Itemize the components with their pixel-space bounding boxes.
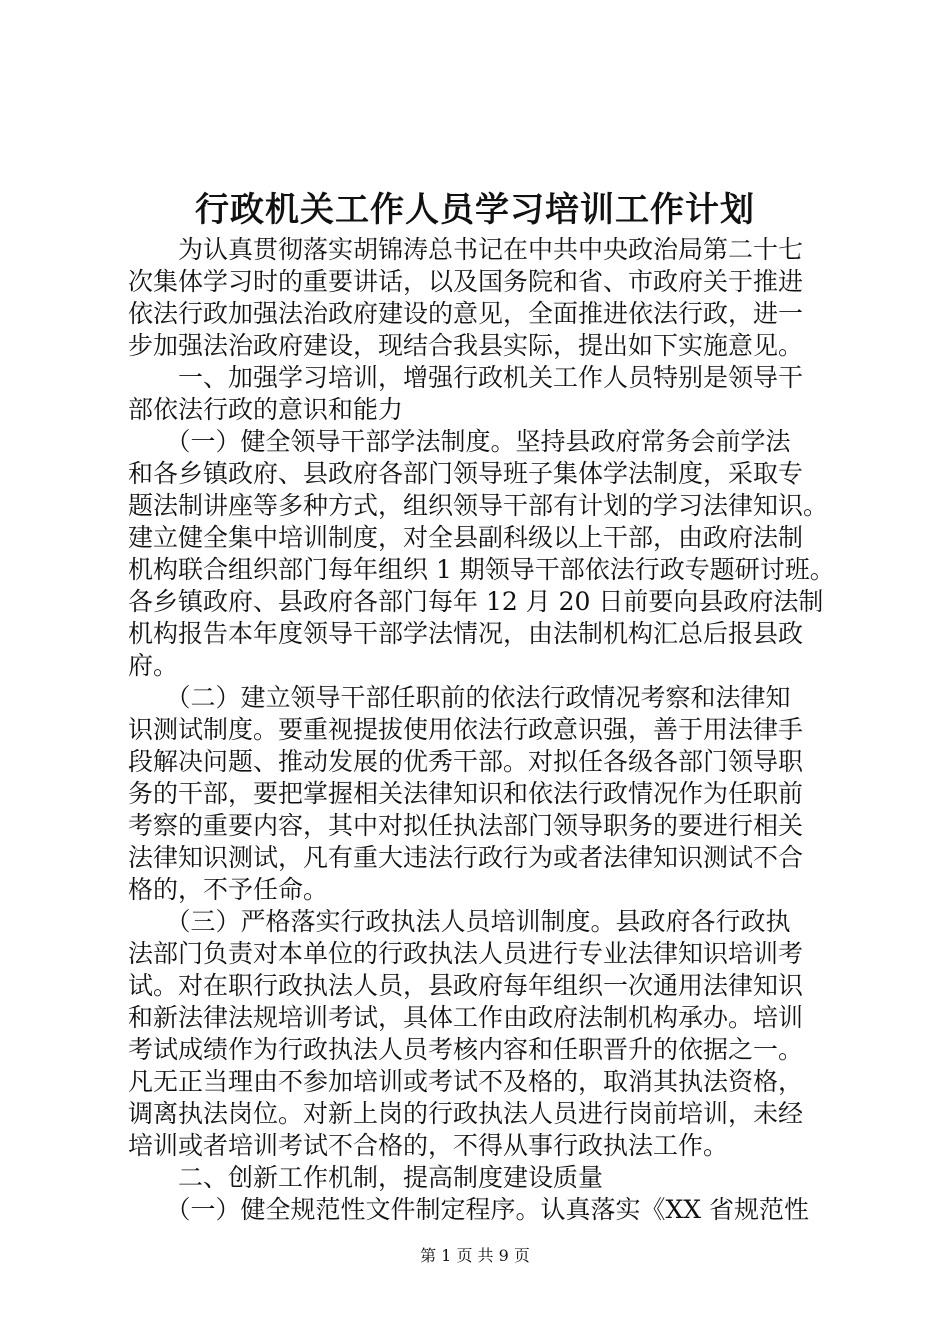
text-line: 法部门负责对本单位的行政执法人员进行专业法律知识培训考 (128, 939, 804, 968)
text-line: 培训或者培训考试不合格的，不得从事行政执法工作。 (128, 1131, 729, 1160)
text-line: 识测试制度。要重视提拔使用依法行政意识强，善于用法律手 (128, 715, 804, 744)
text-line: 为认真贯彻落实胡锦涛总书记在中共中央政治局第二十七 (128, 235, 804, 264)
text-line: （三）严格落实行政执法人员培训制度。县政府各行政执 (128, 907, 791, 936)
text-line: 题法制讲座等多种方式，组织领导干部有计划的学习法律知识。 (128, 491, 829, 520)
text-line: 段解决问题、推动发展的优秀干部。对拟任各级各部门领导职 (128, 747, 804, 776)
text-line: 调离执法岗位。对新上岗的行政执法人员进行岗前培训，未经 (128, 1099, 804, 1128)
text-line: 建立健全集中培训制度，对全县副科级以上干部，由政府法制 (128, 523, 804, 552)
text-line: 各乡镇政府、县政府各部门每年 12 月 20 日前要向县政府法制 (128, 587, 824, 616)
text-line: 试。对在职行政执法人员，县政府每年组织一次通用法律知识 (128, 971, 804, 1000)
page-number: 第 1 页 共 9 页 (420, 1246, 530, 1265)
text-line: （一）健全领导干部学法制度。坚持县政府常务会前学法 (128, 427, 791, 456)
text-line: 部依法行政的意识和能力 (128, 395, 404, 424)
text-line: 和新法律法规培训考试，具体工作由政府法制机构承办。培训 (128, 1003, 804, 1032)
text-line: 一、加强学习培训，增强行政机关工作人员特别是领导干 (128, 363, 804, 392)
text-line: 和各乡镇政府、县政府各部门领导班子集体学法制度，采取专 (128, 459, 804, 488)
text-line: 依法行政加强法治政府建设的意见，全面推进依法行政，进一 (128, 299, 804, 328)
text-line: （二）建立领导干部任职前的依法行政情况考察和法律知 (128, 683, 791, 712)
text-line: 步加强法治政府建设，现结合我县实际，提出如下实施意见。 (128, 331, 804, 360)
text-line: 机构报告本年度领导干部学法情况，由法制机构汇总后报县政 (128, 619, 804, 648)
text-line: 府。 (128, 651, 179, 680)
text-line: 法律知识测试，凡有重大违法行政行为或者法律知识测试不合 (128, 843, 804, 872)
text-line: 考察的重要内容，其中对拟任执法部门领导职务的要进行相关 (128, 811, 804, 840)
text-line: 考试成绩作为行政执法人员考核内容和任职晋升的依据之一。 (128, 1035, 804, 1064)
text-line: （一）健全规范性文件制定程序。认真落实《XX 省规范性 (128, 1195, 810, 1224)
text-line: 二、创新工作机制，提高制度建设质量 (128, 1163, 604, 1192)
text-line: 机构联合组织部门每年组织 1 期领导干部依法行政专题研讨班。 (128, 555, 835, 584)
text-line: 凡无正当理由不参加培训或考试不及格的，取消其执法资格， (128, 1067, 804, 1096)
text-line: 格的，不予任命。 (128, 875, 329, 904)
document-title: 行政机关工作人员学习培训工作计划 (195, 190, 755, 230)
text-line: 务的干部，要把掌握相关法律知识和依法行政情况作为任职前 (128, 779, 804, 808)
document-body (128, 234, 836, 1226)
text-line: 次集体学习时的重要讲话，以及国务院和省、市政府关于推进 (128, 267, 804, 296)
